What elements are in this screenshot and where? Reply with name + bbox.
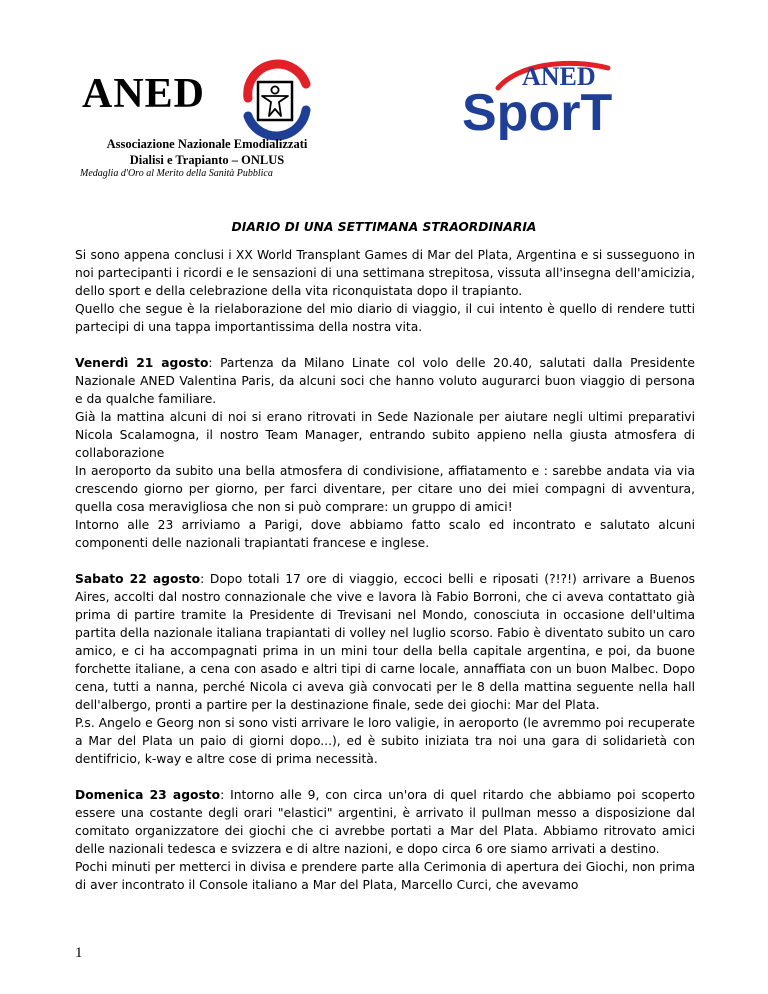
intro-line-2: Quello che segue è la rielaborazione del mio diario di viaggio, il cui intento è quello di rendere tutti partecipi di una tappa importantissima della nostra vita. (75, 302, 695, 334)
day1-date: Venerdì 21 agosto (75, 356, 209, 370)
sport-logo-bottom-text: SporT (462, 84, 613, 140)
intro-line-1: Si sono appena conclusi i XX World Transplant Games di Mar del Plata, Argentina e si susseguono in noi partecipanti i ricordi e le sensazioni di una settimana strepitosa, vissuta all'insegna dell'amicizia, dello sport e della celebrazione della vita riconquistata dopo il trapianto. (75, 248, 695, 298)
day1-line-1: : Partenza da Milano Linate col volo delle 20.40, salutati dalla Presidente Nazionale ANED Valentina Paris, da alcuni soci che hanno voluto augurarci buon viaggio di persona e da qualche familiare. (75, 356, 696, 406)
day3-line-2: Pochi minuti per metterci in divisa e prendere parte alla Cerimonia di apertura dei Giochi, non prima di aver incontrato il Console italiano a Mar del Plata, Marcello Curci, che avevamo (75, 860, 695, 892)
day1-line-3: In aeroporto da subito una bella atmosfera di condivisione, affiatamento e : sarebbe andata via via crescendo giorno per giorno, per farci diventare, per citare uno dei miei compagni di avventura, quella cosa meravigliosa che non si può comprare: un gruppo di amici! (75, 464, 695, 514)
org-subtitle: Dialisi e Trapianto – ONLUS (129, 153, 285, 167)
aned-sport-logo (458, 52, 638, 140)
page-number: 1 (75, 945, 83, 961)
day1-line-2: Già la mattina alcuni di noi si erano ritrovati in Sede Nazionale per aiutare negli ultimi preparativi Nicola Scalamogna, il nostro Team Manager, entrando subito appieno nella giusta atmosfera di collaborazione (75, 410, 695, 460)
day3-date: Domenica 23 agosto (75, 788, 221, 802)
document-body (75, 246, 695, 894)
day3-line-1: : Intorno alle 9, con circa un'ora di quel ritardo che abbiamo poi scoperto essere una costante degli orari "elastici" argentini, è arrivato il pullman messo a disposizione dal comitato organizzatore dei giochi che ci avrebbe portati a Mar del Plata. Abbiamo ritrovato amici delle nazionali tedesca e svizzera e di altre nazioni, e dopo circa 6 ore siamo arrivati a destino. (75, 788, 695, 856)
day2-line-1: : Dopo totali 17 ore di viaggio, eccoci belli e riposati (?!?!) arrivare a Buenos Aires, accolti dal nostro connazionale che vive e lavora là Fabio Borroni, che ci aveva contattato già prima di partire tramite la Presidente di Trevisani nel Mondo, conosciuta in occasione dell'ultima partita della nazionale italiana trapiantati di volley nel luglio scorso. Fabio è diventato subito un caro amico, e ci ha accompagnati prima in un mini tour della bella capitale argentina, e poi, da buone forchette italiane, a cena con asado e altri tipi di carne locale, annaffiata con un buon Malbec. Dopo cena, tutti a nanna, perché Nicola ci aveva già convocati per le 8 della mattina seguente nella hall dell'albergo, pronti a partire per la destinazione finale, sede dei giochi: Mar del Plata. (75, 572, 695, 712)
sport-logo-top-text: ANED (522, 62, 596, 91)
document-title: DIARIO DI UNA SETTIMANA STRAORDINARIA (231, 220, 537, 234)
day1-line-4: Intorno alle 23 arriviamo a Parigi, dove abbiamo fatto scalo ed incontrato e salutato alcuni componenti delle nazionali trapiantati francese e inglese. (75, 518, 695, 550)
aned-wordmark: ANED (82, 71, 206, 117)
medal-line: Medaglia d'Oro al Merito della Sanità Pubblica (80, 168, 273, 179)
org-name: Associazione Nazionale Emodializzati (106, 137, 308, 151)
day2-line-2: P.s. Angelo e Georg non si sono visti arrivare le loro valigie, in aeroporto (le avremmo poi recuperate a Mar del Plata un paio di giorni dopo...), ed è subito iniziata tra noi una gara di solidarietà con dentifricio, k-way e altre cose di prima necessità. (75, 716, 695, 766)
aned-emblem-logo (228, 52, 324, 150)
day2-date: Sabato 22 agosto (75, 572, 201, 586)
